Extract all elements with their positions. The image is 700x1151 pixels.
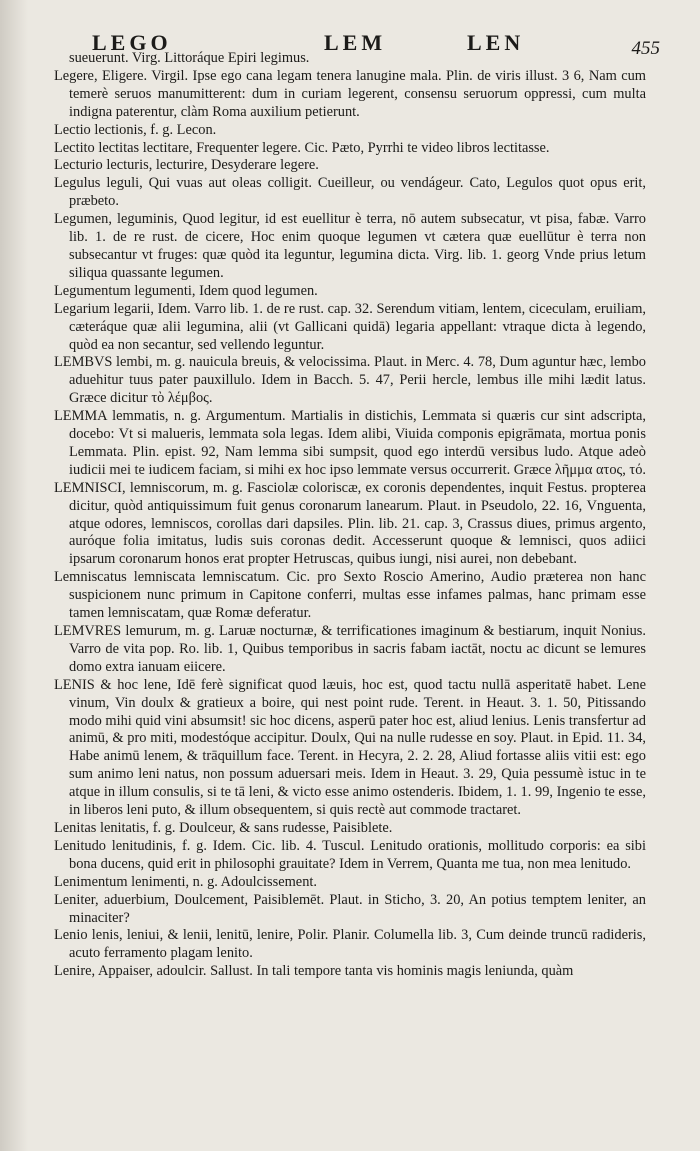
- entry-lembus: LEMBVS lembi, m. g. nauicula breuis, & velocissima. Plaut. in Merc. 4. 78, Dum aguntur hæc, lembo aduehitur tuus pater pauxillulo. Idem in Bacch. 5. 47, Perii hercle, lembus ille mihi lædit latus. Græce dicitur τὸ λέμβος.: [54, 354, 646, 407]
- entry-lenio: Lenio lenis, leniui, & lenii, lenitū, lenire, Polir. Planir. Columella lib. 3, Cum deinde truncū radideris, acuto ferramento plagam lenito.: [54, 927, 646, 962]
- entry-lemma: LEMMA lemmatis, n. g. Argumentum. Martialis in distichis, Lemmata si quæris cur sint adscripta, docebo: Vt si malueris, lemmata sola legas. Idem alibi, Viuida componis epigrāmata, mortua ponis Lemmata. Plin. epist. 92, Nam lemma sibi sumpsit, quod ego interdū versibus ludo. Atque adeò iudicii mei te iudicem faciam, si mihi ex hoc ipso lemmate versus occurrerit. Græce λῆμμα ατος, τό.: [54, 408, 646, 478]
- entry-legere: Legere, Eligere. Virgil. Ipse ego cana legam tenera lanugine mala. Plin. de viris illust. 3 6, Nam cum temerè seruos manumitterent: dum in curiam legerent, consensu seruorum oppressi, cum multa indigna paterentur, clàm Roma auxilium petierunt.: [54, 67, 646, 120]
- entry-lenitas: Lenitas lenitatis, f. g. Doulceur, & sans rudesse, Paisiblete.: [54, 819, 393, 836]
- entry-lemnisci: LEMNISCI, lemniscorum, m. g. Fasciolæ coloriscæ, ex coronis dependentes, inquit Festus. propterea dicitur, quòd antiquissimum fuit genus coronarum lanearum. Plaut. in Pseudolo, 22. 16, Vnguenta, atque odores, lemniscos, corollas dari dapsiles. Plin. lib. 21. cap. 3, Crassus diues, primus argento, auróque folia imitatus, ludis suis coronas dedit. Accesserunt quoque & lemnisci, quos adiici ipsarum coronarum honos erat propter Hetruscas, quibus iungi, nisi aurei, non debebant.: [54, 479, 646, 568]
- entry-lenis: LENIS & hoc lene, Idē ferè significat quod læuis, hoc est, quod tactu nullā asperitatē habet. Lene vinum, Vin doulx & gratieux a boire, qui nest point rude. Terent. in Heaut. 3. 1. 50, Pitissando modo mihi quid vini absumsit! sic hoc dicens, asperū pater hoc est, aliud lenius. Lenis transfertur ad animū, & pro miti, modestóque accipitur. Doulx, Qui na nulle rudesse en soy. Plaut. in Epid. 11. 34, Habe animū lenem, & trāquillum face. Terent. in Hecyra, 2. 2. 28, Aliud fortasse aliis vitii est: ego sum animo leni natus, non possum aduersari meis. Idem in Heaut. 3. 29, Quia pessumè istuc in te atque in illum consulis, si te tā leni, & victo esse animo ostenderis. Ibidem, 1. 1. 99, Ingenio te esse, in liberos leni puto, & illum obsequentem, si quis rectè aut commode tractaret.: [54, 676, 646, 819]
- entry-legumentum: Legumentum legumenti, Idem quod legumen.: [54, 282, 318, 299]
- entry-lectio: Lectio lectionis, f. g. Lecon.: [54, 121, 217, 138]
- entry-continuation: sueuerunt. Virg. Littoráque Epiri legimus.: [69, 50, 310, 66]
- entry-lemniscatus: Lemniscatus lemniscata lemniscatum. Cic. pro Sexto Roscio Amerino, Audio præterea non hanc suspicionem nunc primum in Capitone conferri, multas esse infames palmas, hanc primam esse tamen lemniscatam, quæ Romæ deferatur.: [54, 569, 646, 622]
- entry-lecturio: Lecturio lecturis, lecturire, Desyderare legere.: [54, 157, 319, 174]
- dictionary-text: [54, 50, 646, 981]
- entry-legarium: Legarium legarii, Idem. Varro lib. 1. de re rust. cap. 32. Serendum vitiam, lentem, ciceculam, eruiliam, cæteráque quæ alii legumina, alii (vt Gallicani quidā) legaria appellant: vtraque dicta à legendo, quòd ea non secantur, sed vellendo leguntur.: [54, 300, 646, 353]
- entry-legulus: Legulus leguli, Qui vuas aut oleas colligit. Cueilleur, ou vendágeur. Cato, Legulos quot opus erit, præbeto.: [54, 175, 646, 210]
- entry-lenimentum: Lenimentum lenimenti, n. g. Adoulcissement.: [54, 873, 317, 890]
- entry-lenitudo: Lenitudo lenitudinis, f. g. Idem. Cic. lib. 4. Tuscul. Lenitudo orationis, mollitudo corporis: ea sibi bona ducens, quid erit in philosophi grauitate? Idem in Verrem, Quanta me tua, non mea lenitudo.: [54, 837, 646, 872]
- page-number: 455: [631, 38, 660, 59]
- header-center-guideword: LEM: [324, 30, 387, 55]
- entry-lemures: LEMVRES lemurum, m. g. Laruæ nocturnæ, & terrificationes imaginum & bestiarum, inquit Nonius. Varro de vita pop. Ro. lib. 1, Quibus temporibus in sacris fabam iactāt, noctu ac dicunt se lemures domo extra ianuam eiicere.: [54, 623, 646, 675]
- entry-lenire: Lenire, Appaiser, adoulcir. Sallust. In tali tempore tanta vis hominis magis leniunda, quàm: [54, 963, 574, 980]
- header-left-guideword: LEGO: [92, 30, 172, 55]
- entry-lectito: Lectito lectitas lectitare, Frequenter legere. Cic. Pæto, Pyrrhi te video libros lectitasse.: [54, 139, 550, 156]
- entry-leniter: Leniter, aduerbium, Doulcement, Paisiblemēt. Plaut. in Sticho, 3. 20, An potius temptem leniter, an minaciter?: [54, 891, 646, 926]
- header-right-guideword: LEN: [467, 30, 525, 55]
- entry-legumen: Legumen, leguminis, Quod legitur, id est euellitur è terra, nō autem subsecatur, vt pisa, fabæ. Varro lib. 1. de re rust. de cicere, Hoc enim quoque legumen vt cætera quæ euellūtur è terra non subsecantur vt fruges: quæ quòd ita leguntur, legumina dicta. Virg. lib. 1. georg Vnde prius letum siliqua quassante legumen.: [54, 211, 646, 281]
